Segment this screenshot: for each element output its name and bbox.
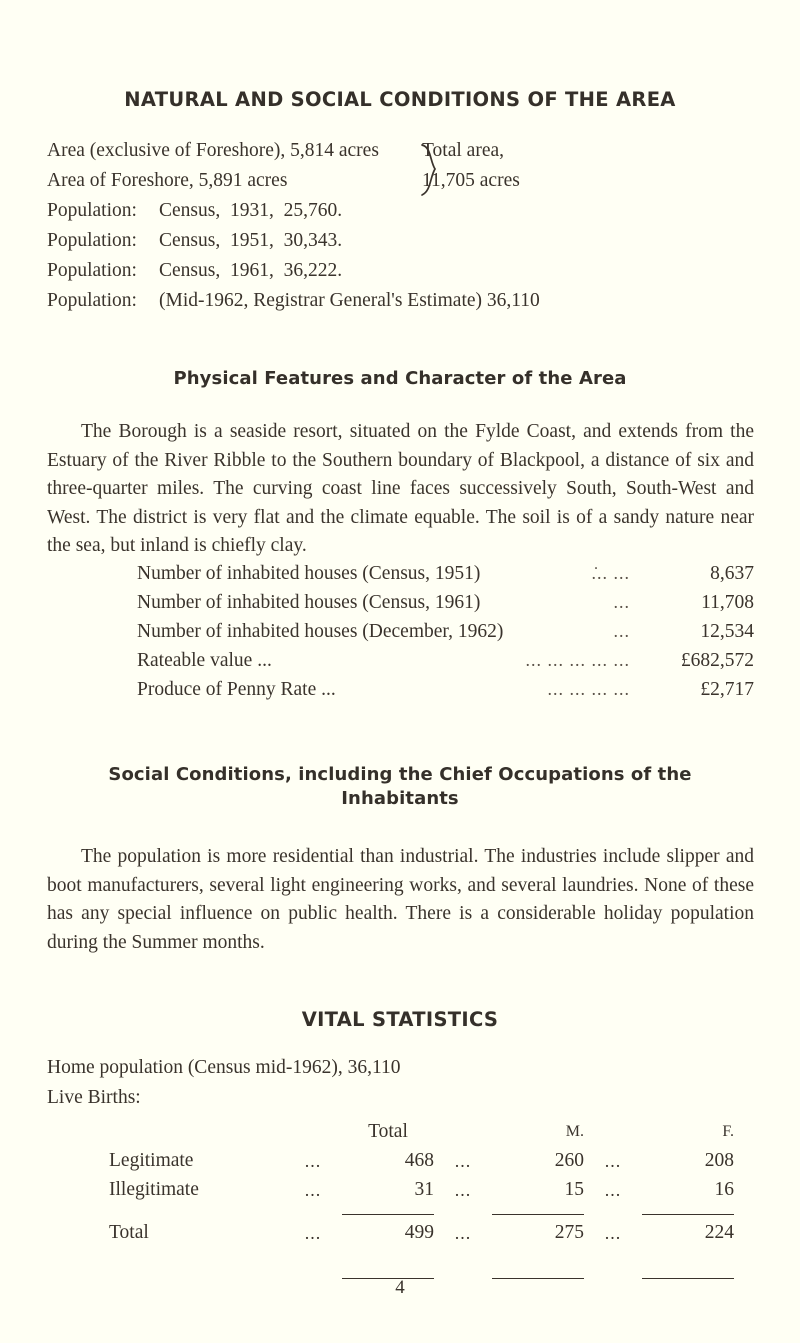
col-head-male: M. — [565, 1123, 584, 1141]
col-head-total: Total — [368, 1121, 408, 1143]
table-spacer-row — [109, 1205, 734, 1215]
spacer-cell — [434, 1205, 492, 1215]
page-number: 4 — [395, 1277, 405, 1298]
illegitimate-total: 31 — [414, 1179, 434, 1201]
population-row — [47, 260, 757, 290]
table-total-row — [109, 1214, 734, 1249]
col-head-female: F. — [722, 1123, 734, 1141]
population-value: Census, 1931, 25,760. — [159, 200, 343, 221]
rule-male — [492, 1249, 584, 1279]
row-leader: ... — [304, 1150, 322, 1171]
stat-value: £2,717 — [700, 679, 754, 700]
row-leader: ... — [604, 1150, 622, 1171]
stat-label: Number of inhabited houses (Census, 1951) — [137, 563, 481, 584]
population-value: Census, 1951, 30,343. — [159, 230, 343, 251]
social-conditions-heading-container — [100, 763, 700, 812]
area-of-foreshore: Area of Foreshore, 5,891 acres — [47, 170, 288, 191]
col-head-blank — [109, 1118, 284, 1147]
page-title: NATURAL AND SOCIAL CONDITIONS OF THE AREA — [124, 88, 676, 111]
stat-row — [47, 563, 754, 592]
stat-row — [47, 650, 754, 679]
spacer-cell — [642, 1205, 734, 1215]
housing-statistics-list — [47, 563, 754, 708]
row-label-illegitimate: Illegitimate — [109, 1179, 199, 1201]
row-leader: ... — [604, 1222, 622, 1243]
social-conditions-heading-line1: Social Conditions, including the Chief Occupations of the — [108, 764, 692, 785]
stat-leader: ... ...̇ — [591, 563, 630, 583]
population-label: Population: — [47, 230, 137, 251]
rule-spacer — [109, 1249, 284, 1279]
spacer-cell — [492, 1205, 584, 1215]
rule-spacer — [434, 1249, 492, 1279]
total-area-value: 11,705 acres — [422, 170, 520, 191]
stat-value: £682,572 — [680, 650, 754, 671]
physical-features-paragraph: The Borough is a seaside resort, situated on the Fylde Coast, and extends from the Estuary of the River Ribble to the Southern boundary of Blackpool, a distance of six and three-quarter miles. The curving coast line faces successively South, South-West and West. The district is very flat and the climate equable. The soil is of a sandy nature near the sea, but inland is chiefly clay. — [47, 421, 754, 557]
stat-label: Number of inhabited houses (December, 1962) — [137, 621, 504, 642]
population-label: Population: — [47, 200, 137, 221]
population-label: Population: — [47, 260, 137, 281]
stat-value: 8,637 — [710, 563, 754, 584]
stat-row — [47, 679, 754, 708]
home-population-line: Home population (Census mid-1962), 36,110 — [47, 1057, 401, 1078]
stat-value: 11,708 — [701, 592, 754, 613]
spacer-cell — [284, 1205, 342, 1215]
row-leader: ... — [304, 1179, 322, 1200]
col-head-spacer — [284, 1118, 342, 1147]
physical-features-heading-container — [0, 367, 800, 391]
live-births-label: Live Births: — [47, 1087, 141, 1109]
stat-leader: ... — [613, 592, 630, 612]
stat-value: 12,534 — [700, 621, 754, 642]
spacer-cell — [584, 1205, 642, 1215]
stat-row — [47, 621, 754, 650]
row-leader: ... — [604, 1179, 622, 1200]
col-head-spacer — [584, 1118, 642, 1147]
page-title-container — [0, 88, 800, 111]
table-bottom-rule-row — [109, 1249, 734, 1279]
area-row — [47, 140, 757, 170]
row-leader: ... — [454, 1150, 472, 1171]
population-label: Population: — [47, 290, 137, 311]
spacer-cell — [342, 1205, 434, 1215]
social-conditions-paragraph: The population is more residential than industrial. The industries include slipper and boot manufacturers, several light engineering works, and several laundries. None of these has any special influence on public health. There is a considerable holiday population during the Summer months. — [47, 846, 754, 953]
illegitimate-male: 15 — [564, 1179, 584, 1201]
rule-spacer — [584, 1249, 642, 1279]
rule-female — [642, 1249, 734, 1279]
population-row — [47, 230, 757, 260]
legitimate-male: 260 — [554, 1150, 584, 1172]
table-row — [109, 1147, 734, 1176]
population-value: (Mid-1962, Registrar General's Estimate) 36,110 — [159, 290, 540, 311]
page-number-container — [0, 1277, 800, 1299]
row-label-total: Total — [109, 1222, 149, 1244]
table-row — [109, 1176, 734, 1205]
total-area-label: Total area, — [422, 140, 504, 161]
area-row — [47, 170, 757, 200]
total-total: 499 — [342, 1214, 434, 1249]
vital-statistics-heading: VITAL STATISTICS — [301, 1008, 499, 1031]
rule-total — [342, 1249, 434, 1279]
stat-label: Number of inhabited houses (Census, 1961) — [137, 592, 481, 613]
spacer-cell — [109, 1205, 284, 1215]
population-row — [47, 290, 757, 320]
total-male: 275 — [492, 1214, 584, 1249]
vital-statistics-block — [47, 1053, 754, 1279]
legitimate-female: 208 — [704, 1150, 734, 1172]
area-exclusive-foreshore: Area (exclusive of Foreshore), 5,814 acres — [47, 140, 379, 161]
legitimate-total: 468 — [404, 1150, 434, 1172]
population-value: Census, 1961, 36,222. — [159, 260, 343, 281]
row-leader: ... — [304, 1222, 322, 1243]
table-header-row — [109, 1118, 734, 1147]
col-head-spacer — [434, 1118, 492, 1147]
population-row — [47, 200, 757, 230]
stat-label: Rateable value ... — [137, 650, 272, 671]
stat-leader: ... ... ... ... ... — [525, 650, 630, 670]
stat-label: Produce of Penny Rate ... — [137, 679, 336, 700]
vital-statistics-heading-container — [0, 1008, 800, 1031]
physical-features-heading: Physical Features and Character of the Area — [173, 368, 627, 389]
social-conditions-heading-line2: Inhabitants — [341, 788, 459, 810]
rule-spacer — [284, 1249, 342, 1279]
row-leader: ... — [454, 1222, 472, 1243]
live-births-table — [109, 1118, 734, 1280]
row-label-legitimate: Legitimate — [109, 1150, 194, 1172]
total-female: 224 — [642, 1214, 734, 1249]
stat-leader: ... ... ... ... — [547, 679, 630, 699]
area-population-block — [47, 140, 757, 320]
stat-leader: ... — [613, 621, 630, 641]
row-leader: ... — [454, 1179, 472, 1200]
illegitimate-female: 16 — [714, 1179, 734, 1201]
stat-row — [47, 592, 754, 621]
